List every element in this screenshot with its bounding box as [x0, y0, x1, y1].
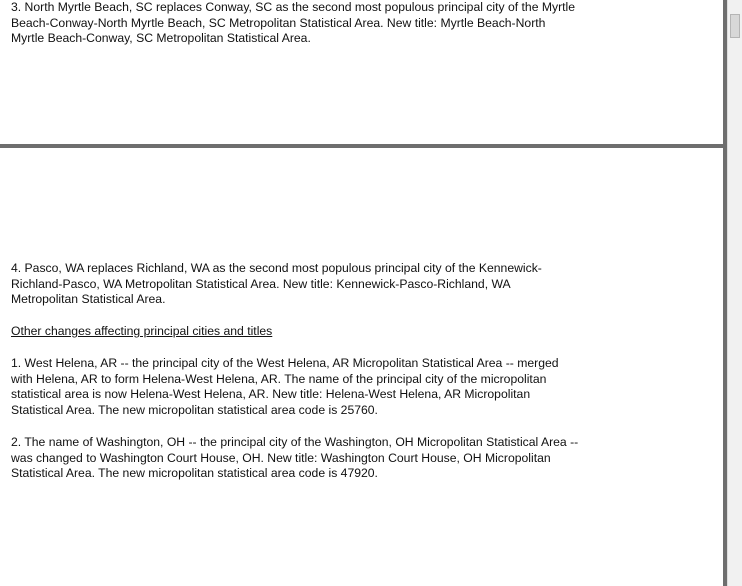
- text-line: statistical area is now Helena-West Helena, AR. New title: Helena-West Helena, AR Micropolitan: [11, 387, 531, 402]
- paragraph-other-2: [11, 435, 578, 482]
- text-line: Statistical Area. The new micropolitan statistical area code is 47920.: [11, 466, 378, 481]
- paragraph-item-4: [11, 261, 542, 308]
- paragraph-item-3: [11, 0, 575, 47]
- paragraph-other-1: [11, 356, 559, 419]
- text-line: 1. West Helena, AR -- the principal city of the West Helena, AR Micropolitan Statistical Area -- merged: [11, 356, 559, 370]
- text-line: Beach-Conway-North Myrtle Beach, SC Metropolitan Statistical Area. New title: Myrtle Beach-North: [11, 15, 546, 30]
- text-line: with Helena, AR to form Helena-West Helena, AR. The name of the principal city of the micropolitan: [11, 371, 547, 386]
- section-heading-other-changes: Other changes affecting principal cities and titles: [11, 324, 273, 338]
- text-line: Myrtle Beach-Conway, SC Metropolitan Statistical Area.: [11, 31, 311, 46]
- vertical-scrollbar[interactable]: [727, 0, 742, 586]
- text-line: 3. North Myrtle Beach, SC replaces Conway, SC as the second most populous principal city of the Myrtle: [11, 0, 576, 14]
- text-line: Statistical Area. The new micropolitan statistical area code is 25760.: [11, 403, 378, 418]
- text-line: 4. Pasco, WA replaces Richland, WA as the second most populous principal city of the Kennewick-: [11, 261, 542, 275]
- text-line: Metropolitan Statistical Area.: [11, 292, 166, 307]
- page-break-divider: [0, 144, 727, 148]
- scrollbar-thumb[interactable]: [730, 14, 740, 38]
- text-line: was changed to Washington Court House, OH. New title: Washington Court House, OH Micropolitan: [11, 450, 551, 465]
- text-line: 2. The name of Washington, OH -- the principal city of the Washington, OH Micropolitan Statistical Area --: [11, 435, 579, 449]
- text-line: Richland-Pasco, WA Metropolitan Statistical Area. New title: Kennewick-Pasco-Richland, WA: [11, 276, 511, 291]
